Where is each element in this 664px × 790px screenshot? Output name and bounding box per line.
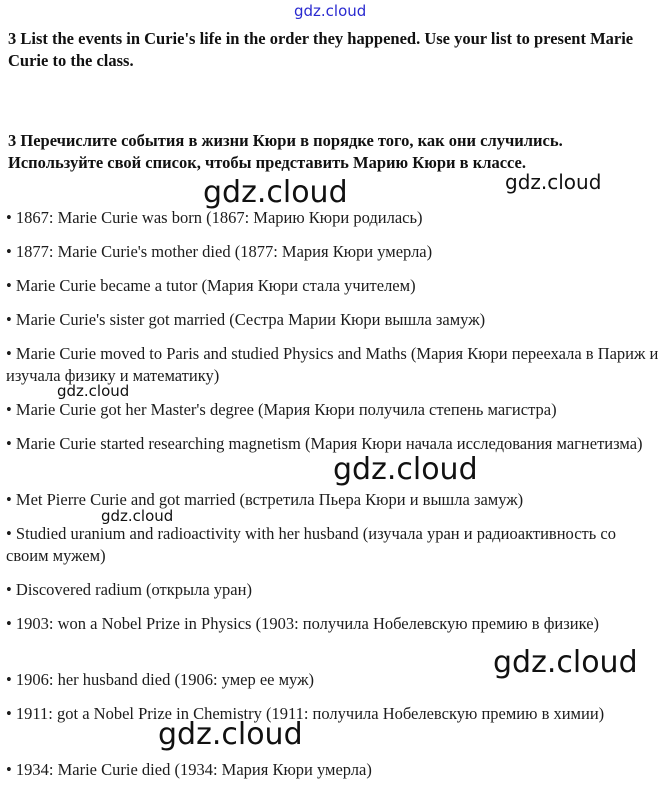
watermark: gdz.cloud [505, 170, 602, 194]
list-item: • 1867: Marie Curie was born (1867: Марию Кюри родилась) [6, 208, 423, 227]
list-item: • Marie Curie's sister got married (Сестра Марии Кюри вышла замуж) [6, 310, 486, 329]
list-item: • 1906: her husband died (1906: умер ее муж) [6, 670, 314, 689]
list-item: • 1911: got a Nobel Prize in Chemistry (1911: получила Нобелевскую премию в химии) [6, 704, 605, 723]
watermark: gdz.cloud [493, 645, 638, 680]
watermark: gdz.cloud [158, 717, 303, 752]
list-item: • Discovered radium (открыла уран) [6, 580, 252, 599]
list-item: • 1877: Marie Curie's mother died (1877: Мария Кюри умерла) [6, 242, 433, 261]
list-item: • Met Pierre Curie and got married (встретила Пьера Кюри и вышла замуж) [6, 490, 524, 509]
list-item: • Marie Curie got her Master's degree (Мария Кюри получила степень магистра) [6, 400, 557, 419]
watermark: gdz.cloud [333, 452, 478, 487]
watermark: gdz.cloud [101, 507, 174, 525]
list-item: • Marie Curie moved to Paris and studied Physics and Maths (Мария Кюри переехала в Париж и изучала физику и математику) [6, 344, 659, 385]
watermark: gdz.cloud [203, 175, 348, 210]
list-item: • 1934: Marie Curie died (1934: Мария Кюри умерла) [6, 760, 372, 779]
task-heading-english: 3 List the events in Curie's life in the order they happened. Use your list to present Marie Curie to the class. [8, 29, 634, 70]
watermark-top-link[interactable]: gdz.cloud [294, 2, 367, 20]
list-item: • Marie Curie started researching magnetism (Мария Кюри начала исследования магнетизма) [6, 434, 643, 453]
list-item: • Studied uranium and radioactivity with her husband (изучала уран и радиоактивность со своим мужем) [6, 524, 616, 565]
task-heading-russian: 3 Перечислите события в жизни Кюри в порядке того, как они случились. Используйте свой список, чтобы представить Марию Кюри в классе. [8, 131, 563, 172]
watermark: gdz.cloud [57, 382, 130, 400]
list-item: • Marie Curie became a tutor (Мария Кюри стала учителем) [6, 276, 416, 295]
list-item: • 1903: won a Nobel Prize in Physics (1903: получила Нобелевскую премию в физике) [6, 614, 600, 633]
